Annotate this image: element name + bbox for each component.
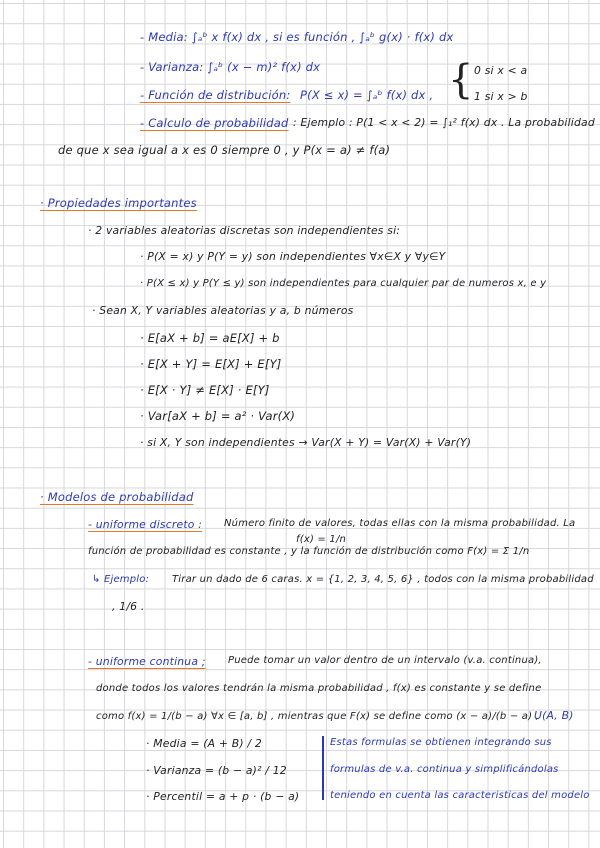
distribucion-label: - Función de distribución: [140,88,291,102]
calculo-text: : Ejemplo : P(1 < x < 2) = ∫₁² f(x) dx . La probabilidad [293,116,595,129]
ejemplo-text: Tirar un dado de 6 caras. x = {1, 2, 3, 4, 5, 6} , todos con la misma probabilidad [172,574,594,585]
uniforme-continua-line-3: como f(x) = 1/(b − a) ∀x ∈ [a, b] , mientras que F(x) se define como (x − a)/(b − a) , [96,711,539,722]
uniforme-percentil: · Percentil = a + p · (b − a) [146,790,300,803]
note-line-1: Estas formulas se obtienen integrando sus [330,737,552,748]
propiedades-line-3: · P(X ≤ x) y P(Y ≤ y) son independientes para cualquier par de numeros x, e y [140,278,547,289]
modelos-title: · Modelos de probabilidad [40,490,194,504]
uniforme-discreto-continuation: función de probabilidad es constante , y la función de distribución como F(x) = Σ 1/n [88,546,530,557]
uniforme-continua-line-2: donde todos los valores tendrán la misma probabilidad , f(x) es constante y se define [96,683,542,694]
uniforme-discreto-superscript: f(x) = 1/n [296,534,347,545]
uniforme-varianza: · Varianza = (b − a)² / 12 [146,764,287,777]
esperanza-suma: · E[X + Y] = E[X] + E[Y] [140,357,282,371]
esperanza-producto: · E[X · Y] ≠ E[X] · E[Y] [140,383,270,397]
calculo-label: - Calculo de probabilidad [140,116,289,130]
piecewise-top: 0 si x < a [474,64,528,77]
piecewise-bottom: 1 si x > b [474,90,528,103]
esperanza-lineal: · E[aX + b] = aE[X] + b [140,331,280,345]
ejemplo-label: ↳ Ejemplo: [92,574,150,585]
piecewise-brace: { [448,57,474,103]
uniforme-notation: U(A, B) [534,709,574,722]
varianza-suma: · si X, Y son independientes → Var(X + Y) = Var(X) + Var(Y) [140,436,472,449]
varianza-formula: - Varianza: ∫ₐᵇ (x − m)² f(x) dx [140,60,321,74]
ejemplo-continuation: , 1/6 . [112,600,145,613]
media-formula: - Media: ∫ₐᵇ x f(x) dx , si es función , ∫ₐᵇ g(x) · f(x) dx [140,30,454,44]
propiedades-line-2: · P(X = x) y P(Y = y) son independientes ∀x∈X y ∀y∈Y [140,250,446,263]
uniforme-continua-text: Puede tomar un valor dentro de un intervalo (v.a. continua), [228,655,542,666]
note-line-3: teniendo en cuenta las caracteristicas del modelo [330,790,590,801]
note-line-2: formulas de v.a. continua y simplificándolas [330,764,559,775]
note-bracket [322,736,324,800]
uniforme-continua-label: - uniforme continua ; [88,655,206,668]
uniforme-discreto-text: Número finito de valores, todas ellas con la misma probabilidad. La [224,518,576,529]
propiedades-line-4: · Sean X, Y variables aleatorias y a, b números [92,304,354,317]
distribucion-formula: P(X ≤ x) = ∫ₐᵇ f(x) dx , [300,88,434,102]
varianza-lineal: · Var[aX + b] = a² · Var(X) [140,409,296,423]
uniforme-discreto-label: - uniforme discreto : [88,518,203,531]
propiedades-title: · Propiedades importantes [40,196,197,210]
uniforme-media: · Media = (A + B) / 2 [146,737,262,750]
propiedades-line-1: · 2 variables aleatorias discretas son independientes si: [88,224,401,237]
calculo-continuation: de que x sea igual a x es 0 siempre 0 , y P(x = a) ≠ f(a) [58,143,391,157]
